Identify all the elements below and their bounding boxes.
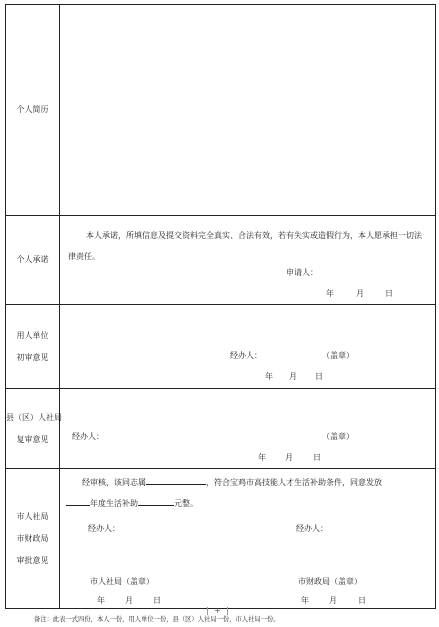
subsidy-text: 年度生活补助 bbox=[90, 499, 138, 508]
year-blank[interactable] bbox=[66, 497, 90, 506]
county-row bbox=[6, 389, 436, 469]
resume-field[interactable] bbox=[60, 5, 436, 216]
resume-label: 个人简历 bbox=[6, 5, 60, 216]
pledge-text: 本人承诺，所填信息及提交资料完全真实、合法有效，若有失实或造假行为，本人愿承担一切法律责任。 bbox=[68, 231, 422, 261]
city-field bbox=[60, 469, 436, 609]
county-label bbox=[6, 389, 60, 469]
pledge-row bbox=[6, 216, 436, 305]
employer-handler-label: 经办人： bbox=[230, 351, 262, 360]
pledge-date-day: 日 bbox=[385, 289, 393, 298]
approval-text-b: ，符合宝鸡市高技能人才生活补助条件，同意发放 bbox=[206, 478, 382, 487]
city-label-line2: 市财政局 bbox=[16, 533, 49, 543]
county-date-month: 月 bbox=[285, 453, 293, 462]
city-label-line1: 市人社局 bbox=[16, 511, 49, 521]
employer-label-line1: 用人单位 bbox=[16, 330, 49, 340]
amount-blank[interactable] bbox=[138, 497, 174, 506]
resume-row bbox=[6, 5, 436, 216]
hrss-seal: 市人社局（盖章） bbox=[90, 577, 154, 586]
footnote: 备注：此表一式四份，本人一份，用人单位一份，县（区）人社局一份，市人社局一份。 bbox=[34, 616, 280, 623]
city-handler-left: 经办人： bbox=[88, 524, 120, 533]
yuan-text: 元整。 bbox=[174, 499, 198, 508]
city-label bbox=[6, 469, 60, 609]
city-handler-right: 经办人： bbox=[296, 524, 328, 533]
county-label-line1: 县（区）人社局 bbox=[6, 412, 62, 422]
employer-label-line2: 初审意见 bbox=[16, 352, 49, 362]
city-date-right-month: 月 bbox=[329, 596, 337, 605]
city-date-right-day: 日 bbox=[358, 596, 366, 605]
city-date-right-year: 年 bbox=[301, 596, 309, 605]
employer-date-day: 日 bbox=[315, 372, 323, 381]
employer-label bbox=[6, 305, 60, 389]
city-label-line3: 审批意见 bbox=[16, 555, 49, 565]
pledge-date-month: 月 bbox=[356, 289, 364, 298]
employer-date-month: 月 bbox=[289, 372, 297, 381]
city-date-left-year: 年 bbox=[97, 596, 105, 605]
county-date-day: 日 bbox=[313, 453, 321, 462]
county-date-year: 年 bbox=[258, 453, 266, 462]
employer-field bbox=[60, 305, 436, 389]
finance-seal: 市财政局（盖章） bbox=[298, 577, 362, 586]
city-date-left-day: 日 bbox=[153, 596, 161, 605]
page-marker: + bbox=[214, 606, 221, 615]
category-blank[interactable] bbox=[146, 476, 206, 485]
county-field bbox=[60, 389, 436, 469]
pledge-field bbox=[60, 216, 436, 305]
county-label-line2: 复审意见 bbox=[16, 434, 49, 444]
applicant-label: 申请人： bbox=[286, 268, 318, 277]
city-row bbox=[6, 469, 436, 609]
county-handler-label: 经办人： bbox=[72, 432, 104, 441]
approval-text-a: 经审核，该同志属 bbox=[82, 478, 146, 487]
application-form-table bbox=[5, 4, 436, 609]
approval-line-2 bbox=[66, 497, 198, 509]
employer-date-year: 年 bbox=[265, 372, 273, 381]
employer-row bbox=[6, 305, 436, 389]
pledge-date-year: 年 bbox=[326, 289, 334, 298]
city-date-left-month: 月 bbox=[125, 596, 133, 605]
pledge-label: 个人承诺 bbox=[6, 216, 60, 305]
employer-seal: （盖章） bbox=[322, 351, 354, 360]
approval-line-1 bbox=[82, 476, 382, 488]
county-seal: （盖章） bbox=[322, 432, 354, 441]
